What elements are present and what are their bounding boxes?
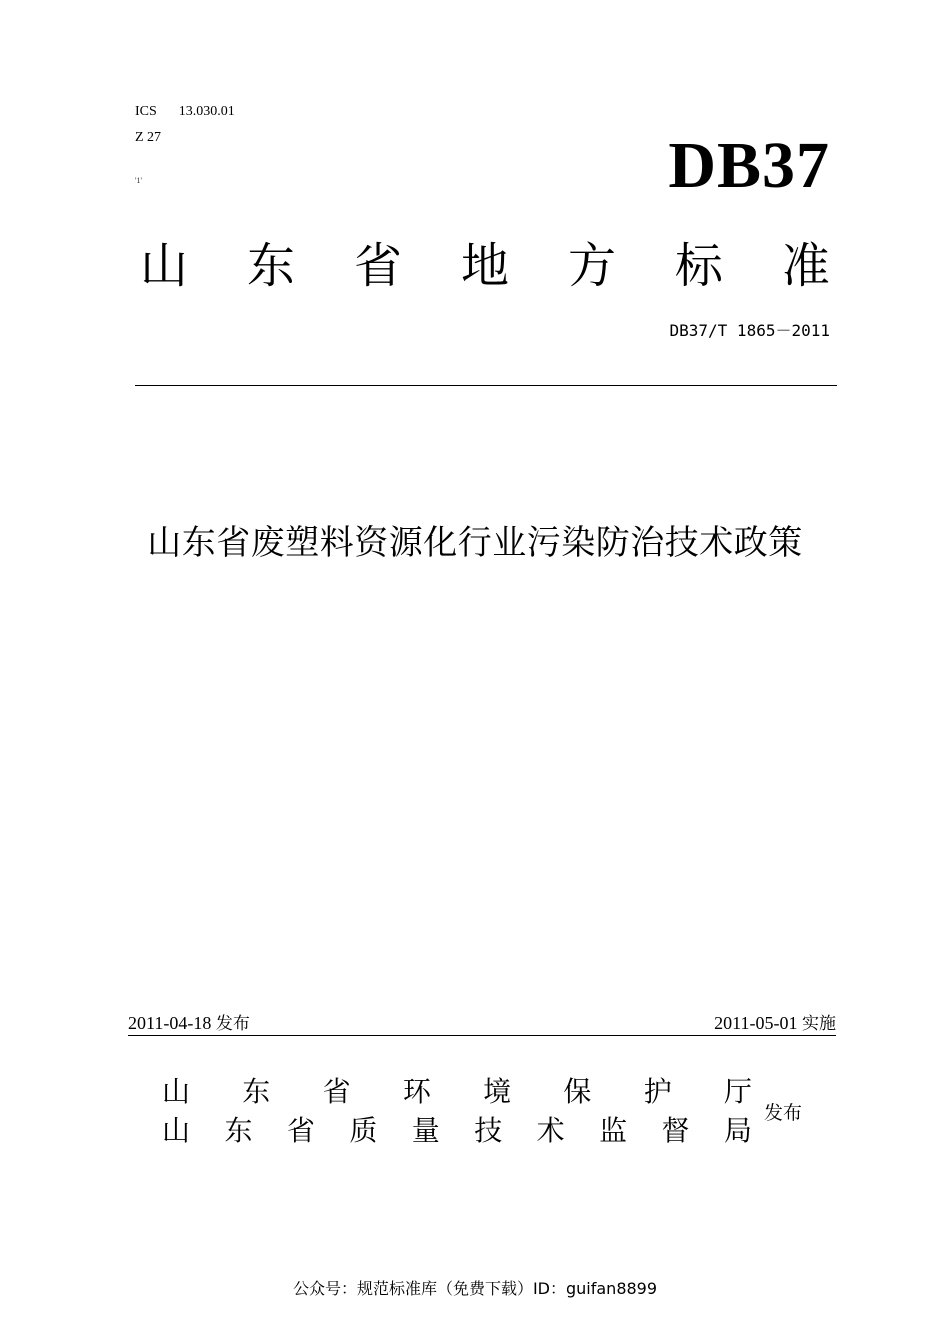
issuer-quality-bureau bbox=[162, 1113, 752, 1149]
header-divider bbox=[135, 385, 837, 386]
issue-label: 发布 bbox=[215, 1014, 250, 1034]
ics-code bbox=[135, 104, 235, 120]
issuer-char: 监 bbox=[599, 1114, 628, 1147]
record-number: '1' bbox=[135, 176, 142, 185]
dates-row bbox=[128, 1011, 836, 1036]
issuer-char: 质 bbox=[349, 1114, 378, 1147]
issuer-char: 保 bbox=[563, 1075, 592, 1108]
issuer-char: 山 bbox=[162, 1114, 191, 1147]
title-char: 标 bbox=[674, 238, 723, 294]
ccs-code: Z 27 bbox=[135, 130, 162, 145]
publish-label: 发布 bbox=[764, 1102, 803, 1124]
standard-type-title bbox=[140, 236, 830, 296]
standard-number: DB37/T 1865－2011 bbox=[669, 321, 830, 340]
issuer-char: 山 bbox=[162, 1075, 191, 1108]
issuer-char: 厅 bbox=[723, 1075, 752, 1108]
title-char: 方 bbox=[567, 238, 616, 294]
title-char: 山 bbox=[140, 238, 189, 294]
issuer-char: 东 bbox=[224, 1114, 253, 1147]
issuer-char: 术 bbox=[536, 1114, 565, 1147]
document-title: 山东省废塑料资源化行业污染防治技术政策 bbox=[147, 523, 803, 563]
issuer-char: 护 bbox=[643, 1075, 672, 1108]
ics-label: ICS bbox=[135, 104, 157, 119]
db-mark: DB37 bbox=[668, 129, 830, 202]
issuer-char: 东 bbox=[242, 1075, 271, 1108]
implement-date: 2011-05-01 bbox=[714, 1013, 798, 1033]
issuer-char: 境 bbox=[483, 1075, 512, 1108]
issuer-char: 督 bbox=[661, 1114, 690, 1147]
implement-date-group bbox=[714, 1011, 836, 1036]
title-char: 东 bbox=[246, 238, 295, 294]
issuer-char: 省 bbox=[286, 1114, 315, 1147]
title-char: 省 bbox=[353, 238, 402, 294]
issue-date-group bbox=[128, 1011, 250, 1036]
title-char: 地 bbox=[460, 238, 509, 294]
issue-date: 2011-04-18 bbox=[128, 1013, 212, 1033]
implement-label: 实施 bbox=[802, 1014, 836, 1034]
footer-note: 公众号：规范标准库（免费下载）ID：guifan8899 bbox=[292, 1279, 658, 1298]
issuer-char: 局 bbox=[723, 1114, 752, 1147]
title-char: 准 bbox=[781, 238, 830, 294]
issuer-char: 环 bbox=[402, 1075, 431, 1108]
ics-number: 13.030.01 bbox=[178, 104, 235, 119]
issuer-char: 技 bbox=[474, 1114, 503, 1147]
issuer-char: 量 bbox=[411, 1114, 440, 1147]
issuer-environment-dept bbox=[162, 1074, 752, 1110]
issuer-char: 省 bbox=[322, 1075, 351, 1108]
